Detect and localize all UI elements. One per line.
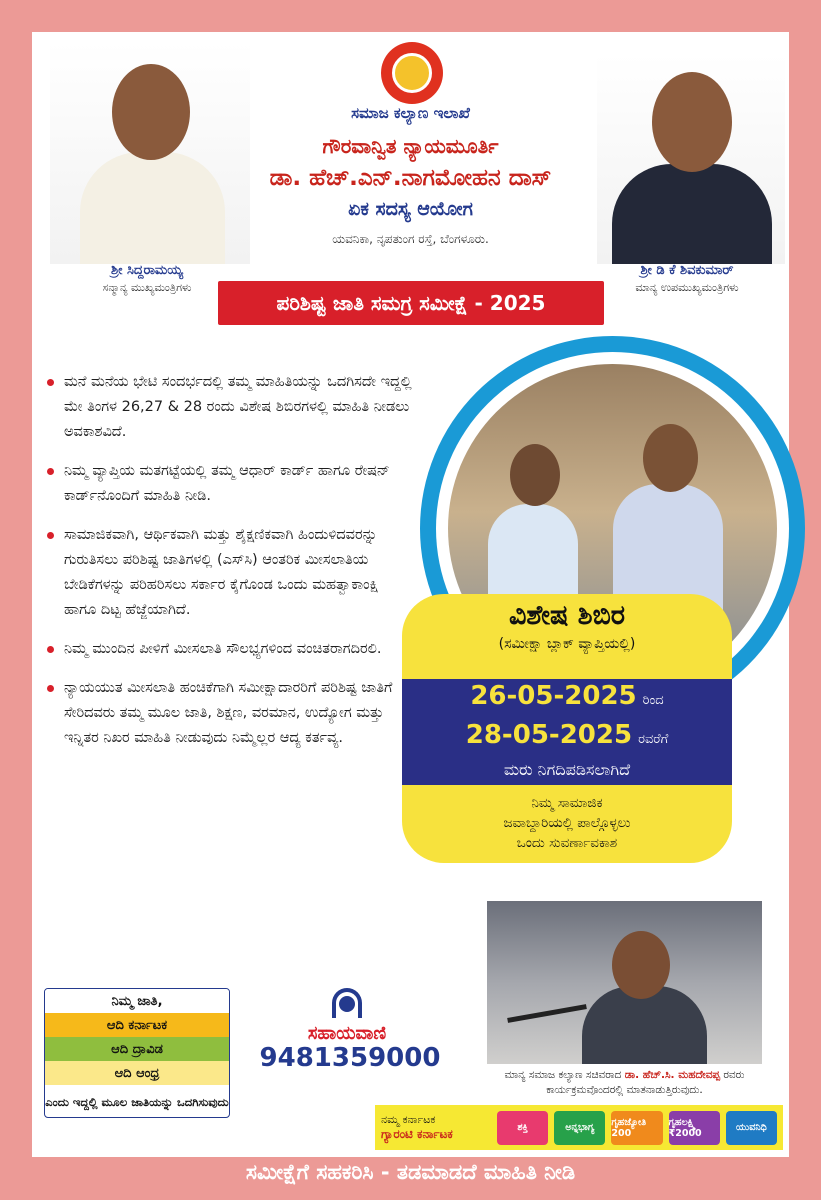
guarantee-label	[381, 1113, 491, 1142]
caste-row: ಆದಿ ಕರ್ನಾಟಕ	[45, 1013, 229, 1037]
deputy-chief-minister-photo	[597, 54, 785, 264]
helpline-label: ಸಹಾಯವಾಣಿ	[307, 1023, 387, 1044]
special-camp-header	[402, 594, 732, 679]
microphone	[507, 1004, 587, 1023]
leader-body	[80, 152, 225, 264]
camp-note-line: ಜವಾಬ್ದಾರಿಯಲ್ಲಿ ಪಾಲ್ಗೊಳ್ಳಲು	[503, 815, 631, 831]
caption-prefix: ಮಾನ್ಯ ಸಮಾಜ ಕಲ್ಯಾಣ ಸಚಿವರಾದ	[504, 1069, 622, 1081]
info-bullet-list	[42, 370, 412, 765]
karnataka-emblem-icon	[381, 42, 443, 104]
leader-body	[612, 164, 772, 264]
department-name: ಸಮಾಜ ಕಲ್ಯಾಣ ಇಲಾಖೆ	[351, 104, 470, 122]
honor-title: ಗೌರವಾನ್ವಿತ ನ್ಯಾಯಮೂರ್ತಿ	[322, 134, 499, 158]
end-date-row	[402, 718, 732, 757]
special-camp-footer	[402, 785, 732, 863]
commission-address: ಯವನಿಕಾ, ನೃಪತುಂಗ ರಸ್ತೆ, ಬೆಂಗಳೂರು.	[332, 232, 489, 246]
camp-note-line: ನಿಮ್ಮ ಸಾಮಾಜಿಕ	[531, 795, 603, 811]
annabhagya-scheme-logo: ಅನ್ನಭಾಗ್ಯ	[554, 1111, 605, 1145]
end-date-suffix: ರವರೆಗೆ	[638, 732, 669, 747]
guarantee-schemes-strip	[375, 1105, 783, 1150]
judge-name: ಡಾ. ಹೆಚ್.ಎನ್.ನಾಗಮೋಹನ ದಾಸ್	[269, 165, 552, 191]
caste-note: ಎಂದು ಇದ್ದಲ್ಲಿ ಮೂಲ ಜಾತಿಯನ್ನು ಒದಗಿಸುವುದು	[45, 1095, 229, 1109]
end-date: 28-05-2025	[465, 720, 633, 750]
start-date: 26-05-2025	[470, 681, 637, 711]
caste-row: ಆದಿ ದ್ರಾವಿಡ	[45, 1037, 229, 1061]
chief-minister-title: ಸನ್ಮಾನ್ಯ ಮುಖ್ಯಮಂತ್ರಿಗಳು	[102, 281, 192, 294]
list-item: ನಿಮ್ಮ ವ್ಯಾಪ್ತಿಯ ಮತಗಟ್ಟೆಯಲ್ಲಿ ತಮ್ಮ ಆಧಾರ್ ಕಾರ್ಡ್ ಹಾಗೂ ರೇಷನ್ ಕಾರ್ಡ್‌ನೊಂದಿಗೆ ಮಾಹಿತಿ ನೀಡಿ.	[42, 459, 412, 509]
shakti-scheme-logo: ಶಕ್ತಿ	[497, 1111, 548, 1145]
list-item: ನಿಮ್ಮ ಮುಂದಿನ ಪೀಳಿಗೆ ಮೀಸಲಾತಿ ಸೌಲಭ್ಯಗಳಿಂದ ವಂಚಿತರಾಗದಿರಲಿ.	[42, 637, 412, 662]
list-item: ಸಾಮಾಜಿಕವಾಗಿ, ಆರ್ಥಿಕವಾಗಿ ಮತ್ತು ಶೈಕ್ಷಣಿಕವಾಗಿ ಹಿಂದುಳಿದವರನ್ನು ಗುರುತಿಸಲು ಪರಿಶಿಷ್ಟ ಜಾತಿಗಳಲ್ಲಿ (ಎಸ್‌ಸಿ) ಆಂತರಿಕ ಮೀಸಲಾತಿಯ ಬೇಡಿಕೆಗಳನ್ನು ಪರಿಹರಿಸಲು ಸರ್ಕಾರ ಕೈಗೊಂಡ ಒಂದು ಮಹತ್ವಾಕಾಂಕ್ಷಿ ಹಾಗೂ ದಿಟ್ಟ ಹೆಜ್ಜೆಯಾಗಿದೆ.	[42, 523, 412, 623]
minister-caption	[472, 1068, 777, 1100]
person-head	[510, 444, 560, 506]
minister-name: ಡಾ. ಹೆಚ್.ಸಿ. ಮಹದೇವಪ್ಪ	[624, 1069, 720, 1081]
caption-suffix: ರವರು	[723, 1069, 745, 1081]
list-item: ಮನೆ ಮನೆಯ ಭೇಟಿ ಸಂದರ್ಭದಲ್ಲಿ ತಮ್ಮ ಮಾಹಿತಿಯನ್ನು ಒದಗಿಸದೇ ಇದ್ದಲ್ಲಿ ಮೇ ತಿಂಗಳ 26,27 & 28 ರಂದು ವಿಶೇಷ ಶಿಬಿರಗಳಲ್ಲಿ ಮಾಹಿತಿ ನೀಡಲು ಅವಕಾಶವಿದೆ.	[42, 370, 412, 445]
rescheduled-note: ಮರು ನಿಗದಿಪಡಿಸಲಾಗಿದೆ	[503, 760, 631, 779]
gruhajyothi-scheme-logo: ಗೃಹಜ್ಯೋತಿ 200	[611, 1111, 662, 1145]
chief-minister-photo	[50, 42, 250, 264]
survey-banner: ಪರಿಶಿಷ್ಟ ಜಾತಿ ಸಮಗ್ರ ಸಮೀಕ್ಷೆ - 2025	[218, 281, 604, 325]
special-camp-dates	[402, 679, 732, 785]
camp-note-line: ಒಂದು ಸುವರ್ಣಾವಕಾಶ	[516, 835, 618, 851]
deputy-chief-minister-title: ಮಾನ್ಯ ಉಪಮುಖ್ಯಮಂತ್ರಿಗಳು	[635, 281, 739, 294]
caste-row: ನಿಮ್ಮ ಜಾತಿ,	[45, 989, 229, 1013]
chief-minister-name: ಶ್ರೀ ಸಿದ್ದರಾಮಯ್ಯ	[111, 263, 183, 278]
guarantee-line1: ನಮ್ಮ ಕರ್ನಾಟಕ	[381, 1113, 436, 1126]
list-item: ನ್ಯಾಯಯುತ ಮೀಸಲಾತಿ ಹಂಚಿಕೆಗಾಗಿ ಸಮೀಕ್ಷಾದಾರರಿಗೆ ಪರಿಶಿಷ್ಟ ಜಾತಿಗೆ ಸೇರಿದವರು ತಮ್ಮ ಮೂಲ ಜಾತಿ, ಶಿಕ್ಷಣ, ವರಮಾನ, ಉದ್ಯೋಗ ಮತ್ತು ಇನ್ನಿತರ ನಿಖರ ಮಾಹಿತಿ ನೀಡುವುದು ನಿಮ್ಮೆಲ್ಲರ ಆದ್ಯ ಕರ್ತವ್ಯ.	[42, 676, 412, 751]
minister-photo	[487, 901, 762, 1064]
helpline-number[interactable]: 9481359000	[259, 1043, 441, 1073]
person-head	[612, 931, 670, 999]
footer-slogan: ಸಮೀಕ್ಷೆಗೆ ಸಹಕರಿಸಿ - ತಡಮಾಡದೆ ಮಾಹಿತಿ ನೀಡಿ	[245, 1160, 576, 1184]
guarantee-line2: ಗ್ಯಾರಂಟಿ ಕರ್ನಾಟಕ	[381, 1127, 453, 1141]
start-date-suffix: ರಿಂದ	[642, 693, 664, 708]
caste-info-box	[44, 988, 230, 1118]
gruhalakshmi-scheme-logo: ಗೃಹಲಕ್ಷ್ಮಿ ₹2000	[669, 1111, 720, 1145]
person-head	[643, 424, 698, 492]
leader-head	[112, 64, 190, 160]
poster	[32, 32, 789, 1157]
commission-name: ಏಕ ಸದಸ್ಯ ಆಯೋಗ	[348, 198, 473, 220]
special-camp-subtitle: (ಸಮೀಕ್ಷಾ ಬ್ಲಾಕ್ ವ್ಯಾಪ್ತಿಯಲ್ಲಿ)	[498, 636, 636, 652]
caption-line2: ಕಾರ್ಯಕ್ರಮವೊಂದರಲ್ಲಿ ಮಾತನಾಡುತ್ತಿರುವುದು.	[546, 1084, 703, 1096]
emblem-seal	[392, 53, 432, 93]
special-camp-title: ವಿಶೇಷ ಶಿಬಿರ	[508, 600, 626, 631]
caste-row: ಆದಿ ಆಂಧ್ರ	[45, 1061, 229, 1085]
deputy-chief-minister-name: ಶ್ರೀ ಡಿ ಕೆ ಶಿವಕುಮಾರ್	[640, 263, 734, 278]
start-date-row	[402, 679, 732, 718]
leader-head	[652, 72, 732, 172]
headset-icon	[332, 988, 362, 1018]
yuvanidhi-scheme-logo: ಯುವನಿಧಿ	[726, 1111, 777, 1145]
